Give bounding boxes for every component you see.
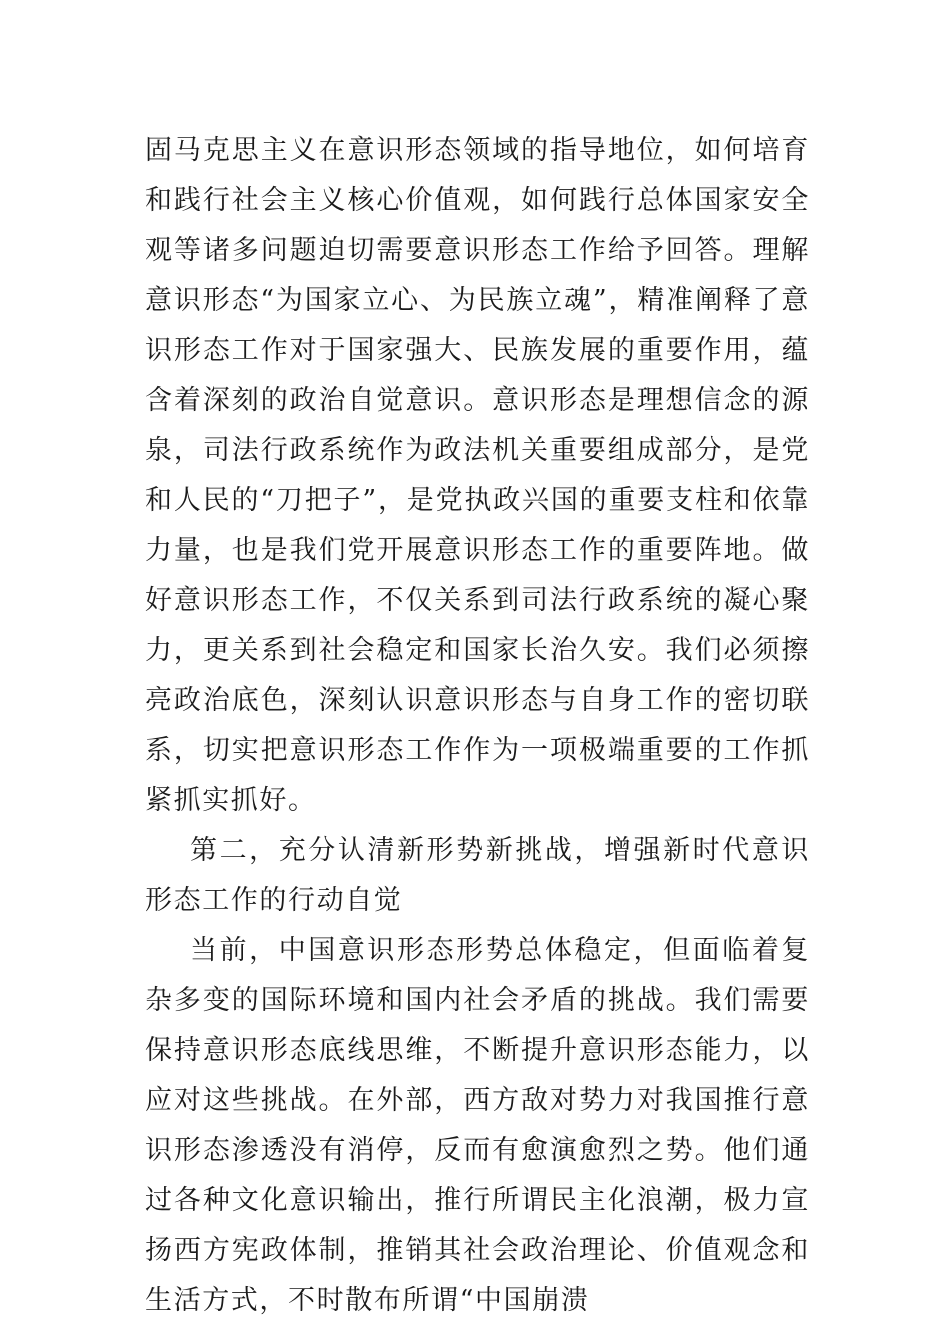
section-heading-second: 第二，充分认清新形势新挑战，增强新时代意识形态工作的行动自觉 (145, 835, 810, 916)
body-text (145, 126, 810, 1326)
paragraph-current-situation: 当前，中国意识形态形势总体稳定，但面临着复杂多变的国际环境和国内社会矛盾的挑战。我们需要保持意识形态底线思维，不断提升意识形态能力，以应对这些挑战。在外部，西方敌对势力对我国推行意识形态渗透没有消停，反而有愈演愈烈之势。他们通过各种文化意识输出，推行所谓民主化浪潮，极力宣扬西方宪政体制，推销其社会政治理论、价值观念和生活方式，不时散布所谓“中国崩溃 (145, 935, 810, 1316)
paragraph-continuation: 固马克思主义在意识形态领域的指导地位，如何培育和践行社会主义核心价值观，如何践行总体国家安全观等诸多问题迫切需要意识形态工作给予回答。理解意识形态“为国家立心、为民族立魂”，精准阐释了意识形态工作对于国家强大、民族发展的重要作用，蕴含着深刻的政治自觉意识。意识形态是理想信念的源泉，司法行政系统作为政法机关重要组成部分，是党和人民的“刀把子”，是党执政兴国的重要支柱和依靠力量，也是我们党开展意识形态工作的重要阵地。做好意识形态工作，不仅关系到司法行政系统的凝心聚力，更关系到社会稳定和国家长治久安。我们必须擦亮政治底色，深刻认识意识形态与自身工作的密切联系，切实把意识形态工作作为一项极端重要的工作抓紧抓实抓好。 (145, 135, 810, 816)
